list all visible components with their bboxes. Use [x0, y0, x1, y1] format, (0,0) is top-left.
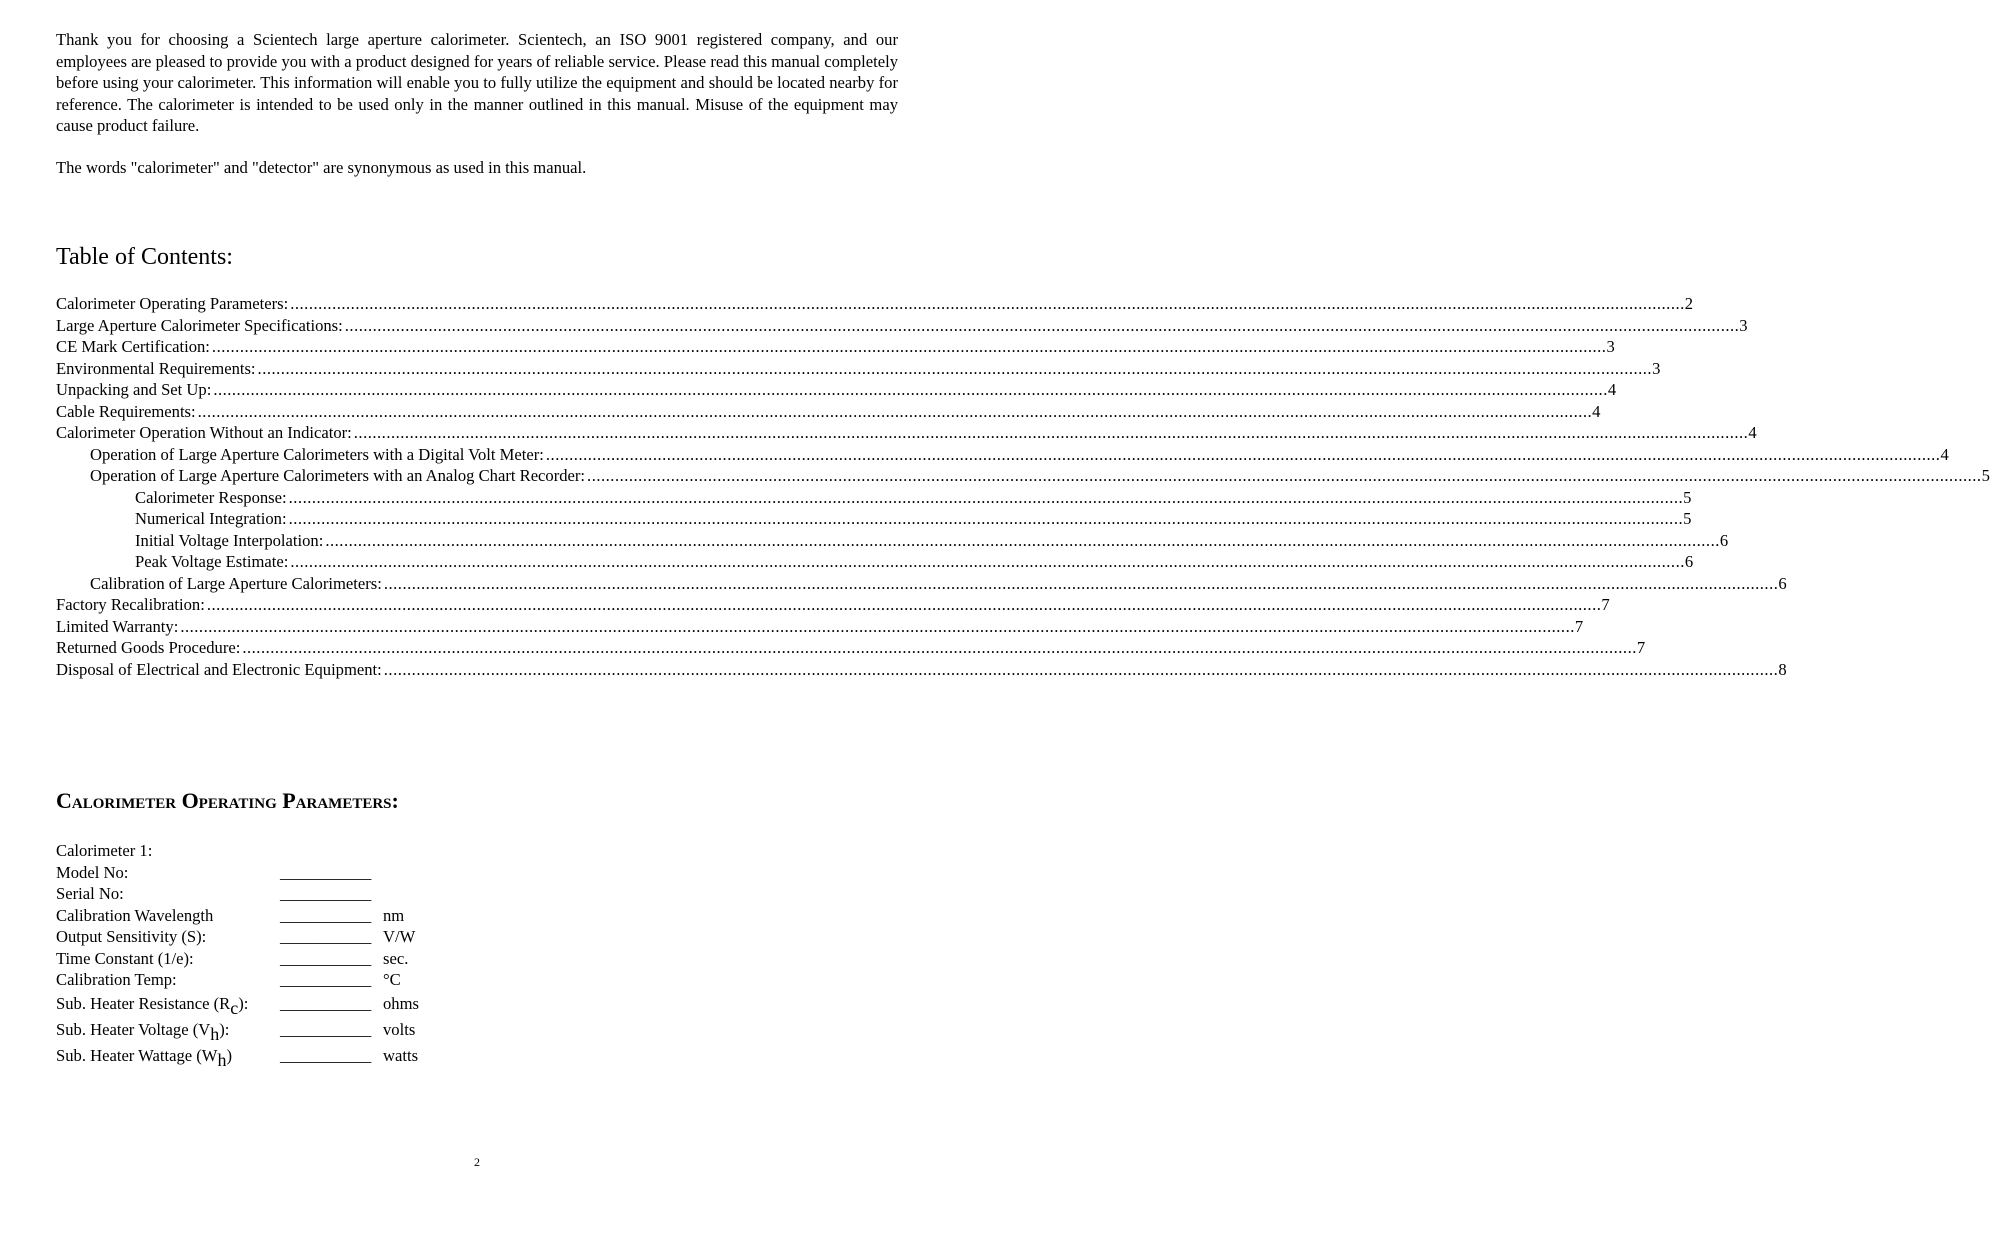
- param-label: Time Constant (1/e):: [56, 948, 194, 968]
- param-unit: volts: [383, 1019, 416, 1039]
- toc-leader-dots: ............................................................................................................................................................................................................................................................................................................: [206, 595, 1602, 614]
- param-label: Serial No:: [56, 884, 124, 903]
- toc-entry[interactable]: [56, 422, 1757, 444]
- param-label: Calibration Wavelength: [56, 905, 214, 925]
- param-label-subscript: h: [217, 1049, 227, 1070]
- param-label-subscript: c: [230, 997, 239, 1018]
- heater-param-row: [56, 1017, 556, 1043]
- toc-entry-page: 4: [1607, 380, 1617, 399]
- param-unit: V/W: [383, 927, 416, 946]
- toc-entry-page: 7: [1574, 616, 1584, 636]
- toc-leader-dots: ............................................................................................................................................................................................................................................................................................................: [344, 315, 1740, 335]
- toc-entry[interactable]: [56, 616, 1584, 638]
- toc-entry[interactable]: [56, 293, 1694, 315]
- toc-entry-label: CE Mark Certification:: [56, 337, 210, 356]
- toc-entry[interactable]: [56, 465, 1990, 487]
- heater-param-row: [56, 1043, 556, 1069]
- toc-entry-page: 5: [1981, 466, 1990, 485]
- toc-entry-page: 3: [1739, 315, 1748, 335]
- toc-entry-label: Limited Warranty:: [56, 616, 179, 636]
- toc-entry-page: 7: [1601, 595, 1610, 614]
- toc-leader-dots: ............................................................................................................................................................................................................................................................................................................: [211, 337, 1607, 356]
- toc-entry-label: Large Aperture Calorimeter Specifications:: [56, 315, 343, 335]
- toc-entry[interactable]: [56, 530, 1729, 552]
- toc-entry-page: 6: [1778, 573, 1787, 593]
- param-unit: nm: [383, 905, 405, 925]
- param-row: [56, 883, 556, 905]
- param-blank-field[interactable]: ___________: [280, 993, 372, 1013]
- param-blank-field[interactable]: ___________: [280, 970, 372, 989]
- toc-title: Table of Contents:: [56, 244, 233, 270]
- toc-leader-dots: ............................................................................................................................................................................................................................................................................................................: [290, 294, 1685, 313]
- toc-entry[interactable]: [56, 401, 1601, 423]
- toc-entry-label: Calorimeter Operating Parameters:: [56, 294, 289, 313]
- param-unit: ohms: [383, 993, 419, 1013]
- param-blank-field[interactable]: ___________: [280, 905, 372, 925]
- param-blank-field[interactable]: ___________: [280, 1019, 372, 1039]
- param-blank-field[interactable]: ___________: [280, 862, 372, 882]
- param-blank-field[interactable]: ___________: [280, 884, 372, 903]
- toc-entry-page: 6: [1719, 530, 1729, 550]
- table-of-contents: [56, 293, 1990, 680]
- toc-leader-dots: ............................................................................................................................................................................................................................................................................................................: [325, 530, 1720, 550]
- toc-entry-page: 5: [1683, 509, 1692, 528]
- toc-entry[interactable]: [56, 315, 1748, 337]
- param-label: [56, 991, 280, 1017]
- toc-entry[interactable]: [56, 379, 1617, 401]
- toc-leader-dots: ............................................................................................................................................................................................................................................................................................................: [242, 638, 1637, 657]
- param-label: [56, 1017, 280, 1043]
- toc-entry-page: 4: [1940, 444, 1949, 464]
- toc-entry-label: Calorimeter Operation Without an Indicator:: [56, 423, 352, 442]
- toc-leader-dots: ............................................................................................................................................................................................................................................................................................................: [545, 444, 1941, 464]
- param-label-text: ):: [238, 993, 249, 1013]
- toc-leader-dots: ............................................................................................................................................................................................................................................................................................................: [587, 466, 1982, 485]
- toc-leader-dots: ............................................................................................................................................................................................................................................................................................................: [288, 509, 1684, 528]
- section-title: Calorimeter Operating Parameters:: [56, 788, 399, 813]
- toc-leader-dots: ............................................................................................................................................................................................................................................................................................................: [180, 616, 1575, 636]
- toc-entry-label: Operation of Large Aperture Calorimeters with an Analog Chart Recorder:: [90, 466, 586, 485]
- param-label: Model No:: [56, 862, 129, 882]
- toc-entry-label: Peak Voltage Estimate:: [135, 552, 289, 571]
- toc-entry[interactable]: [56, 336, 1615, 358]
- param-label: [56, 1043, 280, 1069]
- toc-leader-dots: ............................................................................................................................................................................................................................................................................................................: [213, 380, 1608, 399]
- toc-entry[interactable]: [56, 659, 1787, 681]
- param-label-text: Sub. Heater Wattage (W: [56, 1045, 218, 1065]
- toc-entry-label: Unpacking and Set Up:: [56, 380, 212, 399]
- toc-entry-label: Operation of Large Aperture Calorimeters with a Digital Volt Meter:: [90, 444, 544, 464]
- param-unit: °C: [383, 970, 401, 989]
- calorimeter-header: Calorimeter 1:: [56, 841, 153, 860]
- toc-entry-page: 6: [1684, 552, 1694, 571]
- toc-leader-dots: ............................................................................................................................................................................................................................................................................................................: [257, 358, 1653, 378]
- operating-parameters: [56, 840, 556, 1069]
- toc-entry-label: Calorimeter Response:: [135, 487, 287, 507]
- toc-entry-label: Numerical Integration:: [135, 509, 287, 528]
- toc-entry[interactable]: [56, 573, 1787, 595]
- toc-entry-label: Initial Voltage Interpolation:: [135, 530, 324, 550]
- toc-leader-dots: ............................................................................................................................................................................................................................................................................................................: [353, 423, 1749, 442]
- param-blank-field[interactable]: ___________: [280, 927, 372, 946]
- toc-entry-label: Disposal of Electrical and Electronic Equipment:: [56, 659, 382, 679]
- toc-entry[interactable]: [56, 594, 1610, 616]
- toc-entry[interactable]: [56, 551, 1694, 573]
- toc-entry-label: Returned Goods Procedure:: [56, 638, 241, 657]
- param-unit: watts: [383, 1045, 419, 1065]
- page-number: 2: [474, 1155, 480, 1169]
- toc-entry-label: Calibration of Large Aperture Calorimeters:: [90, 573, 382, 593]
- toc-entry-page: 3: [1606, 337, 1615, 356]
- param-label-text: Sub. Heater Voltage (V: [56, 1019, 211, 1039]
- param-label-subscript: h: [210, 1023, 220, 1044]
- param-label-text: ):: [219, 1019, 230, 1039]
- synonym-note: The words "calorimeter" and "detector" are synonymous as used in this manual.: [56, 158, 587, 177]
- toc-entry-page: 3: [1652, 358, 1661, 378]
- param-row: [56, 948, 556, 970]
- param-row: [56, 862, 556, 884]
- toc-leader-dots: ............................................................................................................................................................................................................................................................................................................: [290, 552, 1685, 571]
- param-row: [56, 905, 556, 927]
- param-label-text: ): [226, 1045, 232, 1065]
- param-row: [56, 926, 556, 948]
- param-blank-field[interactable]: ___________: [280, 948, 372, 968]
- toc-entry[interactable]: [56, 358, 1661, 380]
- toc-entry-page: 4: [1748, 423, 1757, 442]
- toc-entry[interactable]: [56, 508, 1692, 530]
- toc-entry[interactable]: [56, 444, 1949, 466]
- toc-entry-label: Environmental Requirements:: [56, 358, 256, 378]
- param-blank-field[interactable]: ___________: [280, 1045, 372, 1065]
- param-unit: sec.: [383, 948, 409, 968]
- toc-entry-label: Cable Requirements:: [56, 401, 196, 421]
- toc-entry-page: 4: [1592, 401, 1601, 421]
- toc-entry-page: 2: [1684, 294, 1694, 313]
- toc-entry-page: 5: [1683, 487, 1692, 507]
- toc-entry-page: 7: [1636, 638, 1646, 657]
- param-label: Output Sensitivity (S):: [56, 927, 207, 946]
- toc-leader-dots: ............................................................................................................................................................................................................................................................................................................: [383, 573, 1779, 593]
- heater-param-row: [56, 991, 556, 1017]
- param-header-row: [56, 840, 556, 862]
- toc-entry-page: 8: [1778, 659, 1787, 679]
- param-row: [56, 969, 556, 991]
- intro-paragraph: Thank you for choosing a Scientech large aperture calorimeter. Scientech, an ISO 9001 registered company, and our employees are pleased to provide you with a product designed for years of reliable service. Please read this manual completely before using your calorimeter. This information will enable you to fully utilize the equipment and should be located nearby for reference. The calorimeter is intended to be used only in the manner outlined in this manual. Misuse of the equipment may cause product failure.: [56, 30, 898, 135]
- toc-leader-dots: ............................................................................................................................................................................................................................................................................................................: [197, 401, 1593, 421]
- toc-entry[interactable]: [56, 487, 1692, 509]
- toc-leader-dots: ............................................................................................................................................................................................................................................................................................................: [383, 659, 1779, 679]
- toc-leader-dots: ............................................................................................................................................................................................................................................................................................................: [288, 487, 1684, 507]
- toc-entry[interactable]: [56, 637, 1646, 659]
- param-label: Calibration Temp:: [56, 970, 177, 989]
- param-label-text: Sub. Heater Resistance (R: [56, 993, 231, 1013]
- toc-entry-label: Factory Recalibration:: [56, 595, 205, 614]
